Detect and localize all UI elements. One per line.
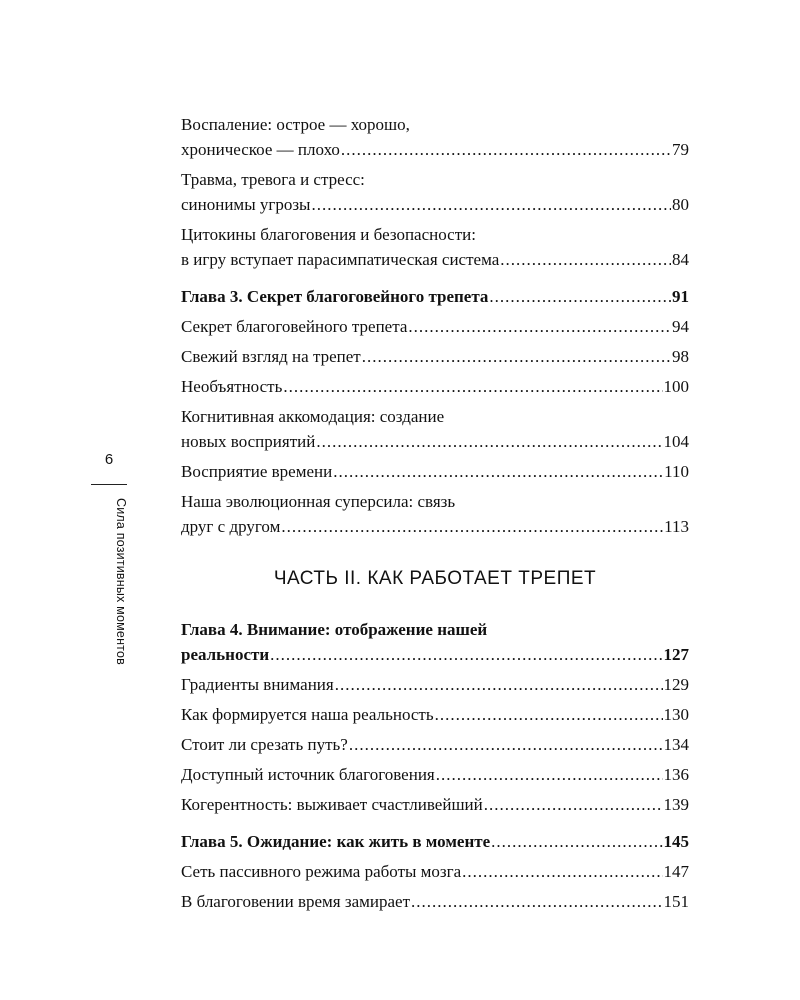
dot-leader xyxy=(435,702,663,727)
toc-entry-row xyxy=(181,829,689,854)
toc-entry xyxy=(181,459,689,484)
part-heading: ЧАСТЬ II. КАК РАБОТАЕТ ТРЕПЕТ xyxy=(273,568,597,589)
dot-leader xyxy=(270,642,662,667)
toc-entry-title: новых восприятий xyxy=(181,432,316,451)
toc-page-number: 80 xyxy=(672,195,689,214)
dot-leader xyxy=(311,192,671,217)
toc-entry xyxy=(181,222,689,272)
toc-entry xyxy=(181,889,689,914)
toc-entry-title: Глава 5. Ожидание: как жить в моменте xyxy=(181,832,491,851)
toc-entry-title: реальности xyxy=(181,645,270,664)
toc-chapter-entry xyxy=(181,829,689,854)
side-divider xyxy=(91,484,127,485)
toc-entry-row xyxy=(181,247,689,272)
toc-page-number: 84 xyxy=(672,250,689,269)
toc-page-number: 104 xyxy=(663,432,689,451)
toc-entry xyxy=(181,167,689,217)
toc-entry xyxy=(181,762,689,787)
toc-entry-title: в игру вступает парасимпатическая система xyxy=(181,250,500,269)
toc-entry xyxy=(181,859,689,884)
toc-page-number: 130 xyxy=(663,705,689,724)
toc-page-number: 134 xyxy=(663,735,689,754)
toc-entry-row xyxy=(181,344,689,369)
toc-page-number: 145 xyxy=(663,832,689,851)
toc-entry-title: Сеть пассивного режима работы мозга xyxy=(181,862,462,881)
toc-page-number: 136 xyxy=(663,765,689,784)
toc-entry-title: синонимы угрозы xyxy=(181,195,311,214)
toc-entry-row xyxy=(181,792,689,817)
toc-entry-row xyxy=(181,374,689,399)
dot-leader xyxy=(281,514,663,539)
toc-entry-title: Доступный источник благоговения xyxy=(181,765,435,784)
side-running-title: Сила позитивных моментов xyxy=(114,498,128,665)
toc-entry-title-line: Воспаление: острое — хорошо, xyxy=(181,115,410,134)
toc-entry-title: Восприятие времени xyxy=(181,462,333,481)
toc-entry-title: Стоит ли срезать путь? xyxy=(181,735,348,754)
toc-entry-title: хроническое — плохо xyxy=(181,140,340,159)
toc-page-number: 151 xyxy=(663,892,689,911)
toc-entry xyxy=(181,732,689,757)
dot-leader xyxy=(489,284,671,309)
toc-page-number: 79 xyxy=(672,140,689,159)
toc-page-number: 91 xyxy=(672,287,689,306)
toc-entry-row xyxy=(181,889,689,914)
toc-chapter-entry xyxy=(181,284,689,309)
toc-chapter-entry xyxy=(181,617,689,667)
dot-leader xyxy=(333,459,663,484)
toc-entry-title-line: Травма, тревога и стресс: xyxy=(181,170,365,189)
toc-page-number: 94 xyxy=(672,317,689,336)
toc-entry-row xyxy=(181,672,689,697)
toc-page-number: 127 xyxy=(663,645,689,664)
toc-page-number: 147 xyxy=(663,862,689,881)
toc-section-part-2 xyxy=(181,617,689,914)
toc-page-number: 100 xyxy=(663,377,689,396)
toc-entry-row xyxy=(181,762,689,787)
toc-entry xyxy=(181,404,689,454)
toc-entry-row xyxy=(181,859,689,884)
table-of-contents xyxy=(181,112,689,919)
dot-leader xyxy=(283,374,662,399)
toc-entry xyxy=(181,344,689,369)
toc-entry-row xyxy=(181,314,689,339)
toc-entry xyxy=(181,672,689,697)
toc-entry-title: Свежий взгляд на трепет xyxy=(181,347,361,366)
toc-entry xyxy=(181,792,689,817)
toc-entry-row xyxy=(181,192,689,217)
toc-entry xyxy=(181,489,689,539)
toc-entry-row xyxy=(181,702,689,727)
dot-leader xyxy=(316,429,662,454)
toc-entry-row xyxy=(181,429,689,454)
toc-entry-title: Когерентность: выживает счастливейший xyxy=(181,795,483,814)
toc-entry xyxy=(181,702,689,727)
toc-entry xyxy=(181,112,689,162)
dot-leader xyxy=(349,732,663,757)
toc-entry-title: В благоговении время замирает xyxy=(181,892,410,911)
toc-entry-title: Необъятность xyxy=(181,377,283,396)
toc-entry-row xyxy=(181,732,689,757)
toc-page-number: 139 xyxy=(663,795,689,814)
dot-leader xyxy=(491,829,662,854)
dot-leader xyxy=(411,889,663,914)
toc-entry-title: Секрет благоговейного трепета xyxy=(181,317,408,336)
toc-entry-title: Глава 3. Секрет благоговейного трепета xyxy=(181,287,489,306)
toc-entry xyxy=(181,314,689,339)
dot-leader xyxy=(436,762,663,787)
dot-leader xyxy=(462,859,662,884)
toc-entry-title-line: Цитокины благоговения и безопасности: xyxy=(181,225,476,244)
toc-page-number: 129 xyxy=(663,675,689,694)
toc-entry-title: Как формируется наша реальность xyxy=(181,705,434,724)
toc-page-number: 98 xyxy=(672,347,689,366)
toc-entry-row xyxy=(181,284,689,309)
side-page-number: 6 xyxy=(104,451,114,468)
toc-entry-title-line: Глава 4. Внимание: отображение нашей xyxy=(181,620,488,639)
toc-entry-title-line: Когнитивная аккомодация: создание xyxy=(181,407,445,426)
dot-leader xyxy=(500,247,671,272)
toc-entry-row xyxy=(181,137,689,162)
toc-section-part-1 xyxy=(181,112,689,539)
dot-leader xyxy=(484,792,663,817)
toc-page-number: 110 xyxy=(664,462,689,481)
dot-leader xyxy=(408,314,671,339)
toc-entry-row xyxy=(181,642,689,667)
toc-entry-row xyxy=(181,459,689,484)
toc-entry-title: друг с другом xyxy=(181,517,281,536)
dot-leader xyxy=(341,137,671,162)
toc-page-number: 113 xyxy=(664,517,689,536)
toc-entry-title: Градиенты внимания xyxy=(181,675,334,694)
dot-leader xyxy=(362,344,671,369)
dot-leader xyxy=(335,672,663,697)
toc-entry-title-line: Наша эволюционная суперсила: связь xyxy=(181,492,456,511)
toc-entry-row xyxy=(181,514,689,539)
toc-entry xyxy=(181,374,689,399)
